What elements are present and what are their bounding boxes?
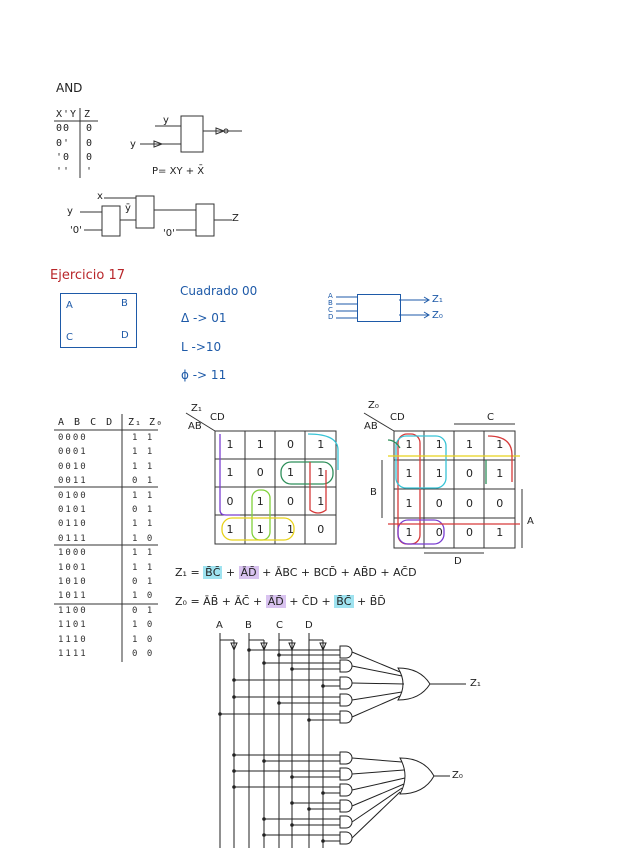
encoding-item: L ->10: [181, 340, 222, 354]
circuit-input-a: A: [216, 620, 223, 631]
tt-row-inputs: 0001: [58, 447, 88, 458]
tt-row-inputs: 0110: [58, 519, 88, 530]
circuit2-x: x: [97, 191, 103, 202]
kmap-cell: 1: [287, 466, 294, 480]
block-input-label: D: [328, 313, 334, 321]
kmap-cell: 1: [317, 494, 325, 508]
encoding-item: Δ -> 01: [181, 311, 227, 325]
kmap-cell: 0: [466, 467, 473, 481]
tt-row-outputs: 1 1: [132, 548, 155, 559]
circuit-input-d: D: [305, 620, 313, 631]
circuit2-z: Z: [232, 213, 239, 224]
tt-row-outputs: 1 1: [132, 562, 155, 573]
kmap-z0-label-c: C: [487, 412, 494, 423]
circuit2-o2: '0': [163, 228, 175, 239]
tt-row-inputs: 1000: [58, 548, 88, 559]
gate-label-y-left: y: [130, 139, 136, 150]
kmap-z0-ab: AB: [364, 421, 378, 432]
tt-row-inputs: 1110: [58, 634, 88, 645]
and-truth-row: 00: [56, 123, 71, 134]
block-input-label: A: [328, 292, 333, 300]
circuit-input-b: B: [245, 620, 252, 631]
tt-row-outputs: 1 0: [132, 533, 155, 544]
p-formula: P= XY + X̄: [152, 166, 205, 177]
tt-row-outputs: 1 0: [132, 591, 155, 602]
circuit-input-c: C: [276, 620, 283, 631]
kmap-cell: 1: [496, 525, 504, 539]
tt-row-inputs: 0010: [58, 461, 88, 472]
tt-row-inputs: 0111: [58, 533, 88, 544]
ejercicio-title: Ejercicio 17: [50, 268, 126, 283]
kmap-z1-ab: AB: [188, 421, 202, 432]
kmap-cell: 1: [496, 438, 504, 451]
box-label-c: C: [66, 332, 73, 343]
z1-term-highlight-2: ĀD̄: [240, 566, 257, 579]
tt-row-inputs: 1011: [58, 591, 88, 602]
tt-row-outputs: 0 0: [132, 649, 155, 659]
block-output-label: Z₀: [432, 310, 443, 321]
tt-row-inputs: 0101: [58, 505, 88, 515]
kmap-cell: 1: [226, 438, 234, 451]
kmap-cell: 1: [317, 466, 325, 480]
gate-label-y-top: y: [163, 115, 169, 126]
box-label-b: B: [121, 298, 128, 309]
z1-plus: +: [225, 566, 236, 579]
box-label-a: A: [66, 300, 73, 311]
tt-row-outputs: 1 1: [132, 461, 155, 472]
z0-term-highlight-1: ĀD̄: [267, 595, 284, 608]
kmap-cell: 1: [405, 438, 413, 451]
block-input-label: C: [328, 306, 333, 314]
kmap-cell: 1: [466, 438, 473, 451]
kmap-cell: 0: [496, 496, 504, 510]
z0-rest-3: + B̄D̄: [357, 595, 386, 608]
block-output-label: Z₁: [432, 294, 443, 305]
kmap-cell: 0: [287, 494, 294, 508]
tt-row-outputs: 0 1: [132, 476, 155, 487]
tt-row-inputs: 1101: [58, 620, 88, 631]
and-title: AND: [56, 81, 83, 95]
circuit2-o1: '0': [70, 225, 82, 236]
kmap-cell: 1: [256, 438, 264, 451]
tt-row-outputs: 0 1: [132, 605, 155, 616]
kmap-cell: 1: [405, 467, 413, 481]
and-truth-row: ': [86, 166, 94, 177]
kmap-z0-cd: CD: [390, 412, 405, 423]
kmap-cell: 1: [256, 494, 264, 508]
tt-row-outputs: 1 1: [132, 490, 155, 501]
and-truth-row: 0: [86, 123, 94, 134]
kmap-cell: 1: [496, 467, 504, 481]
and-truth-row: '': [56, 166, 71, 177]
tt-row-inputs: 1100: [58, 605, 88, 616]
tt-row-outputs: 1 0: [132, 620, 155, 631]
and-truth-header-z: Z: [84, 109, 92, 120]
kmap-cell: 0: [287, 438, 294, 451]
z0-rest-1: ĀB̄ + ĀC̄ +: [203, 595, 263, 608]
tt-row-inputs: 0000: [58, 433, 88, 443]
tt-row-outputs: 0 1: [132, 505, 155, 515]
block-input-label: B: [328, 299, 333, 307]
encoding-item: ϕ -> 11: [181, 368, 227, 382]
kmap-z0-label-d: D: [454, 556, 462, 567]
z1-prefix: Z₁ =: [175, 566, 200, 579]
kmap-cell: 1: [405, 496, 413, 510]
box-label-d: D: [121, 330, 129, 341]
tt-row-outputs: 1 1: [132, 519, 155, 530]
kmap-cell: 1: [226, 466, 234, 480]
z0-prefix: Z₀ =: [175, 595, 200, 608]
and-truth-row: 0: [86, 152, 94, 163]
circuit-output-z0: Z₀: [452, 770, 463, 781]
z0-rest-2: + C̄D +: [289, 595, 331, 608]
z1-term-highlight-1: B̄C̄: [205, 566, 221, 579]
tt-row-outputs: 1 0: [132, 634, 155, 645]
kmap-cell: 1: [256, 522, 264, 536]
z1-rest: + ĀBC + BCD̄ + AB̄D + AC̄D: [262, 566, 417, 579]
tt-row-inputs: 0011: [58, 476, 88, 487]
kmap-z0-label-b: B: [370, 487, 377, 498]
circuit2-y: y: [67, 206, 73, 217]
circuit-output-z1: Z₁: [470, 678, 481, 689]
and-truth-header-xy: X'Y: [56, 109, 78, 120]
encoding-item: Cuadrado 00: [180, 284, 258, 298]
tt-row-outputs: 1 1: [132, 447, 155, 458]
tt-row-inputs: 1111: [58, 649, 88, 659]
kmap-z1-label: Z₁: [191, 403, 202, 414]
tt-row-inputs: 1010: [58, 577, 88, 587]
kmap-cell: 1: [287, 522, 294, 536]
kmap-z0-label: Z₀: [368, 400, 379, 411]
kmap-cell: 0: [256, 466, 264, 480]
kmap-cell: 1: [435, 467, 443, 481]
kmap-cell: 0: [317, 522, 325, 536]
kmap-cell: 0: [466, 525, 473, 539]
tt-header-out: Z₁ Z₀: [128, 417, 164, 428]
kmap-cell: 0: [435, 496, 443, 510]
kmap-cell: 1: [405, 525, 413, 539]
kmap-cell: 0: [435, 525, 443, 539]
tt-row-inputs: 0100: [58, 490, 88, 501]
kmap-cell: 1: [226, 522, 234, 536]
kmap-cell: 0: [226, 494, 234, 508]
kmap-cell: 0: [466, 496, 473, 510]
and-truth-row: 0': [56, 138, 71, 149]
circuit2-ybar: ȳ: [125, 203, 131, 214]
tt-row-inputs: 1001: [58, 562, 88, 573]
kmap-cell: 1: [317, 438, 325, 451]
tt-header-in: A B C D: [58, 417, 115, 428]
z0-term-highlight-2: B̄C̄: [336, 595, 352, 608]
and-truth-row: '0: [56, 152, 71, 163]
tt-row-outputs: 1 1: [132, 433, 155, 443]
tt-row-outputs: 0 1: [132, 577, 155, 587]
kmap-z0-label-a: A: [527, 516, 534, 527]
kmap-cell: 1: [435, 438, 443, 451]
and-truth-row: 0: [86, 138, 94, 149]
kmap-z1-cd: CD: [210, 412, 225, 423]
